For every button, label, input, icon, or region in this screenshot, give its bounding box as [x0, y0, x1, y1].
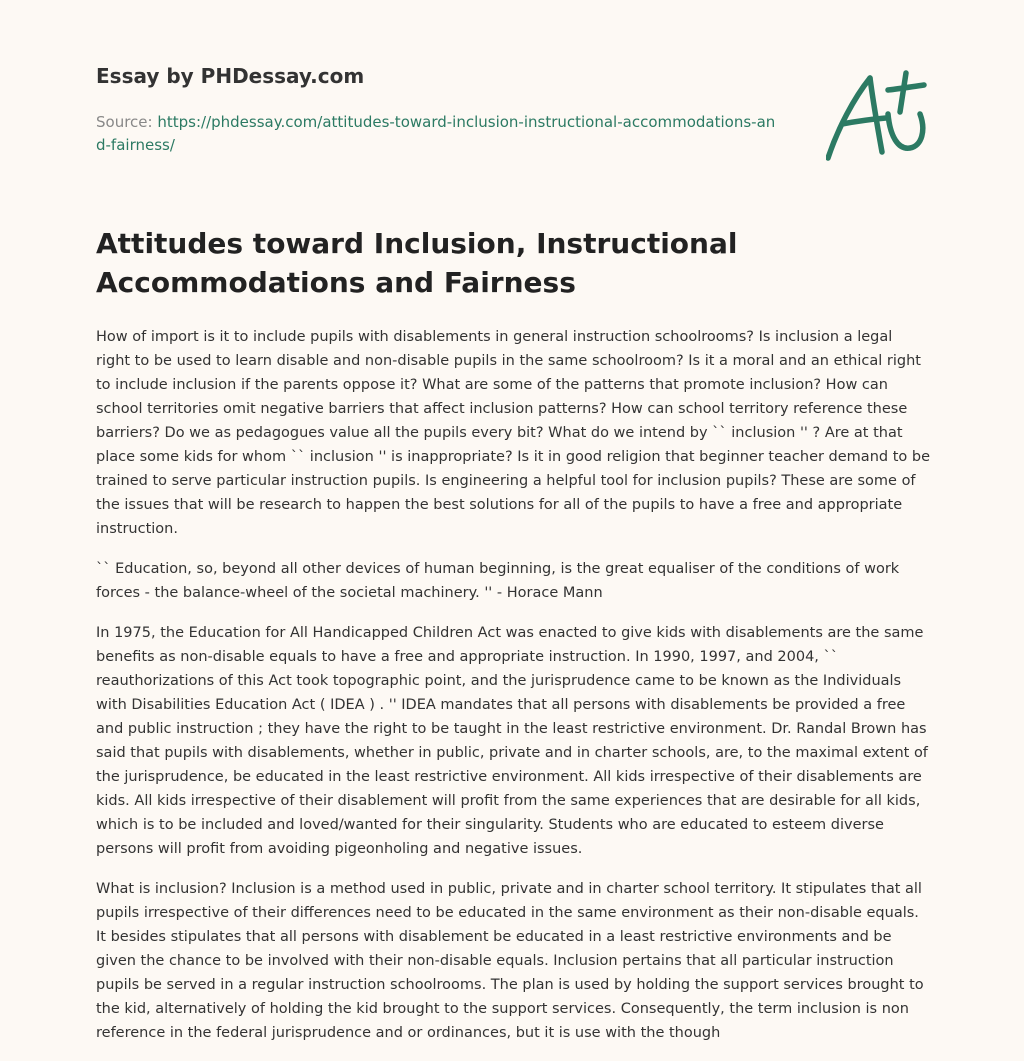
essay-paragraph: `` Education, so, beyond all other devices of human beginning, is the great equaliser of the conditions of work forces - the balance-wheel of the societal machinery. '' - Horace Mann: [96, 561, 900, 601]
essay-paragraph: How of import is it to include pupils with disablements in general instruction schoolrooms? Is inclusion a legal right to be used to learn disable and non-disable pupils in the same schoolroom? Is it a moral and an ethical right to include inclusion if the parents oppose it? What are some of the patterns that promote inclusion? How can school territories omit negative barriers that affect inclusion patterns? How can school territory reference these barriers? Do we as pedagogues value all the pupils every bit? What do we intend by `` inclusion '' ? Are at that place some kids for whom `` inclusion '' is inappropriate? Is it in good religion that beginner teacher demand to be trained to serve particular instruction pupils. Is engineering a helpful tool for inclusion pupils? These are some of the issues that will be research to happen the best solutions for all of the pupils to have a free and appropriate instruction.: [96, 329, 930, 537]
essay-paragraph: In 1975, the Education for All Handicapped Children Act was enacted to give kids with disablements are the same benefits as non-disable equals to have a free and appropriate instruction. In 1990, 1997, and 2004, `` reauthorizations of this Act took topographic point, and the jurisprudence came to be known as the Individuals with Disabilities Education Act ( IDEA ) . '' IDEA mandates that all persons with disablements be provided a free and public instruction ; they have the right to be taught in the least restrictive environment. Dr. Randal Brown has said that pupils with disablements, whether in public, private and in charter schools, are, to the maximal extent of the jurisprudence, be educated in the least restrictive environment. All kids irrespective of their disablements are kids. All kids irrespective of their disablement will profit from the same experiences that are desirable for all kids, which is to be included and loved/wanted for their singularity. Students who are educated to esteem diverse persons will profit from avoiding pigeonholing and negative issues.: [96, 625, 928, 857]
essay-paragraph: What is inclusion? Inclusion is a method used in public, private and in charter school territory. It stipulates that all pupils irrespective of their differences need to be educated in the same environment as their non-disable equals. It besides stipulates that all persons with disablement be educated in a least restrictive environments and be given the chance to be involved with their non-disable equals. Inclusion pertains that all particular instruction pupils be served in a regular instruction schoolrooms. The plan is used by holding the support services brought to the kid, alternatively of holding the kid brought to the support services. Consequently, the term inclusion is non reference in the federal jurisprudence and or ordinances, but it is use with the though: [96, 881, 924, 1041]
source-line: [96, 111, 776, 157]
source-link[interactable]: https://phdessay.com/attitudes-toward-inclusion-instructional-accommodations-and-fairness/: [96, 113, 776, 154]
essay-title: Attitudes toward Inclusion, Instructional Accommodations and Fairness: [96, 227, 738, 299]
essay-body: [96, 325, 930, 1061]
site-title: Essay by PHDessay.com: [96, 64, 365, 88]
a-plus-logo-icon: [826, 68, 930, 164]
source-label: Source:: [96, 113, 153, 131]
